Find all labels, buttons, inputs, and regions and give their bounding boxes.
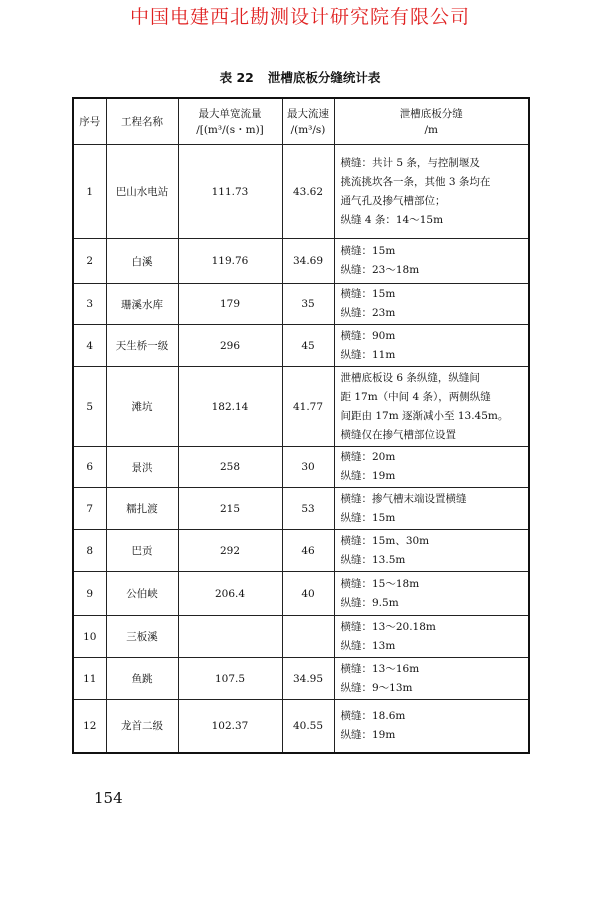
cell-seq: 5 [73,367,106,447]
cell-name: 景洪 [106,447,178,488]
cell-name: 公伯峡 [106,572,178,616]
cell-joints [334,447,529,488]
cell-joints [334,700,529,753]
joint-line: 纵缝：9.5m [340,596,399,609]
joint-line: 横缝：15m [340,288,396,300]
cell-max-unit-discharge: 102.37 [178,700,282,753]
cell-seq: 11 [73,658,106,700]
cell-joints [334,616,529,658]
joint-line: 纵缝 4 条：14～15m [340,213,444,226]
table-row [73,239,529,284]
cell-max-velocity: 40.55 [282,700,334,753]
cell-max-velocity: 34.95 [282,658,334,700]
cell-max-velocity: 35 [282,284,334,325]
header-seq: 序号 [73,98,106,145]
table-row [73,145,529,239]
cell-max-velocity: 41.77 [282,367,334,447]
joint-line: 纵缝：11m [340,348,396,361]
table-number: 表 22 [219,70,254,85]
cell-name: 滩坑 [106,367,178,447]
joint-line: 横缝：15～18m [340,577,420,590]
joint-line: 泄槽底板设 6 条纵缝，纵缝间 [340,371,480,384]
cell-name: 巴山水电站 [106,145,178,239]
cell-max-unit-discharge: 182.14 [178,367,282,447]
cell-max-unit-discharge: 111.73 [178,145,282,239]
cell-seq: 4 [73,325,106,367]
cell-joints [334,367,529,447]
joint-line: 横缝：15m、30m [340,534,430,547]
cell-joints [334,488,529,530]
table-row [73,658,529,700]
joint-line: 横缝：共计 5 条，与控制堰及 [340,156,480,169]
cell-max-velocity: 34.69 [282,239,334,284]
table-title: 泄槽底板分缝统计表 [267,70,381,85]
table-caption [0,68,600,86]
joint-line: 纵缝：9～13m [340,681,413,694]
cell-max-velocity: 43.62 [282,145,334,239]
cell-max-unit-discharge: 206.4 [178,572,282,616]
header-joints: 泄槽底板分缝 /m [334,98,529,145]
cell-max-unit-discharge [178,616,282,658]
joint-line: 纵缝：13.5m [340,553,406,566]
joint-line: 横缝：15m [340,245,396,257]
cell-name: 白溪 [106,239,178,284]
table-row [73,325,529,367]
cell-seq: 7 [73,488,106,530]
joint-line: 横缝：20m [340,451,396,463]
cell-name: 天生桥一级 [106,325,178,367]
joint-line: 纵缝：15m [340,511,396,524]
cell-seq: 10 [73,616,106,658]
cell-max-velocity: 45 [282,325,334,367]
joint-line: 纵缝：23～18m [340,264,420,276]
cell-max-unit-discharge: 179 [178,284,282,325]
cell-name: 糯扎渡 [106,488,178,530]
joint-line: 纵缝：19m [340,728,396,741]
table-row [73,530,529,572]
cell-seq: 1 [73,145,106,239]
joint-line: 横缝：13～16m [340,662,420,675]
joint-line: 横缝：13～20.18m [340,620,436,633]
table-row [73,447,529,488]
cell-max-unit-discharge: 292 [178,530,282,572]
publisher-watermark: 中国电建西北勘测设计研究院有限公司 [129,6,470,28]
cell-name: 鱼跳 [106,658,178,700]
table-row [73,572,529,616]
joint-line: 距 17m（中间 4 条），两侧纵缝 [340,390,491,403]
cell-max-velocity: 53 [282,488,334,530]
joint-line: 间距由 17m 逐渐减小至 13.45m。 [340,409,509,422]
cell-joints [334,145,529,239]
cell-seq: 6 [73,447,106,488]
cell-seq: 2 [73,239,106,284]
cell-max-velocity: 30 [282,447,334,488]
cell-seq: 12 [73,700,106,753]
cell-name: 巴贡 [106,530,178,572]
cell-joints [334,530,529,572]
joint-line: 纵缝：13m [340,639,396,652]
cell-name: 珊溪水库 [106,284,178,325]
cell-max-unit-discharge: 107.5 [178,658,282,700]
joint-line: 横缝：18.6m [340,709,406,722]
table-row [73,700,529,753]
cell-joints [334,284,529,325]
joint-line: 横缝：90m [340,329,396,342]
joint-line: 横缝仅在掺气槽部位设置 [340,428,456,441]
cell-seq: 8 [73,530,106,572]
cell-max-unit-discharge: 296 [178,325,282,367]
cell-max-velocity: 46 [282,530,334,572]
table-row [73,616,529,658]
cell-joints [334,572,529,616]
joint-line: 横缝：掺气槽末端设置横缝 [340,492,467,505]
cell-name: 龙首二级 [106,700,178,753]
joint-line: 挑流挑坎各一条，其他 3 条均在 [340,175,491,188]
joint-line: 纵缝：23m [340,307,396,319]
header-max-velocity: 最大流速 /(m³/s) [282,98,334,145]
cell-name: 三板溪 [106,616,178,658]
cell-seq: 9 [73,572,106,616]
page-number: 154 [94,789,123,807]
cell-joints [334,239,529,284]
cell-joints [334,325,529,367]
header-max-unit-discharge: 最大单宽流量 /[(m³/(s・m)] [178,98,282,145]
cell-max-unit-discharge: 258 [178,447,282,488]
header-row [73,98,529,145]
cell-seq: 3 [73,284,106,325]
table-row [73,488,529,530]
joint-line: 通气孔及掺气槽部位； [340,194,446,207]
cell-joints [334,658,529,700]
table-row [73,284,529,325]
cell-max-unit-discharge: 119.76 [178,239,282,284]
cell-max-velocity [282,616,334,658]
cell-max-unit-discharge: 215 [178,488,282,530]
joint-line: 纵缝：19m [340,470,396,482]
table-row [73,367,529,447]
header-name: 工程名称 [106,98,178,145]
cell-max-velocity: 40 [282,572,334,616]
joint-statistics-table [72,97,530,754]
